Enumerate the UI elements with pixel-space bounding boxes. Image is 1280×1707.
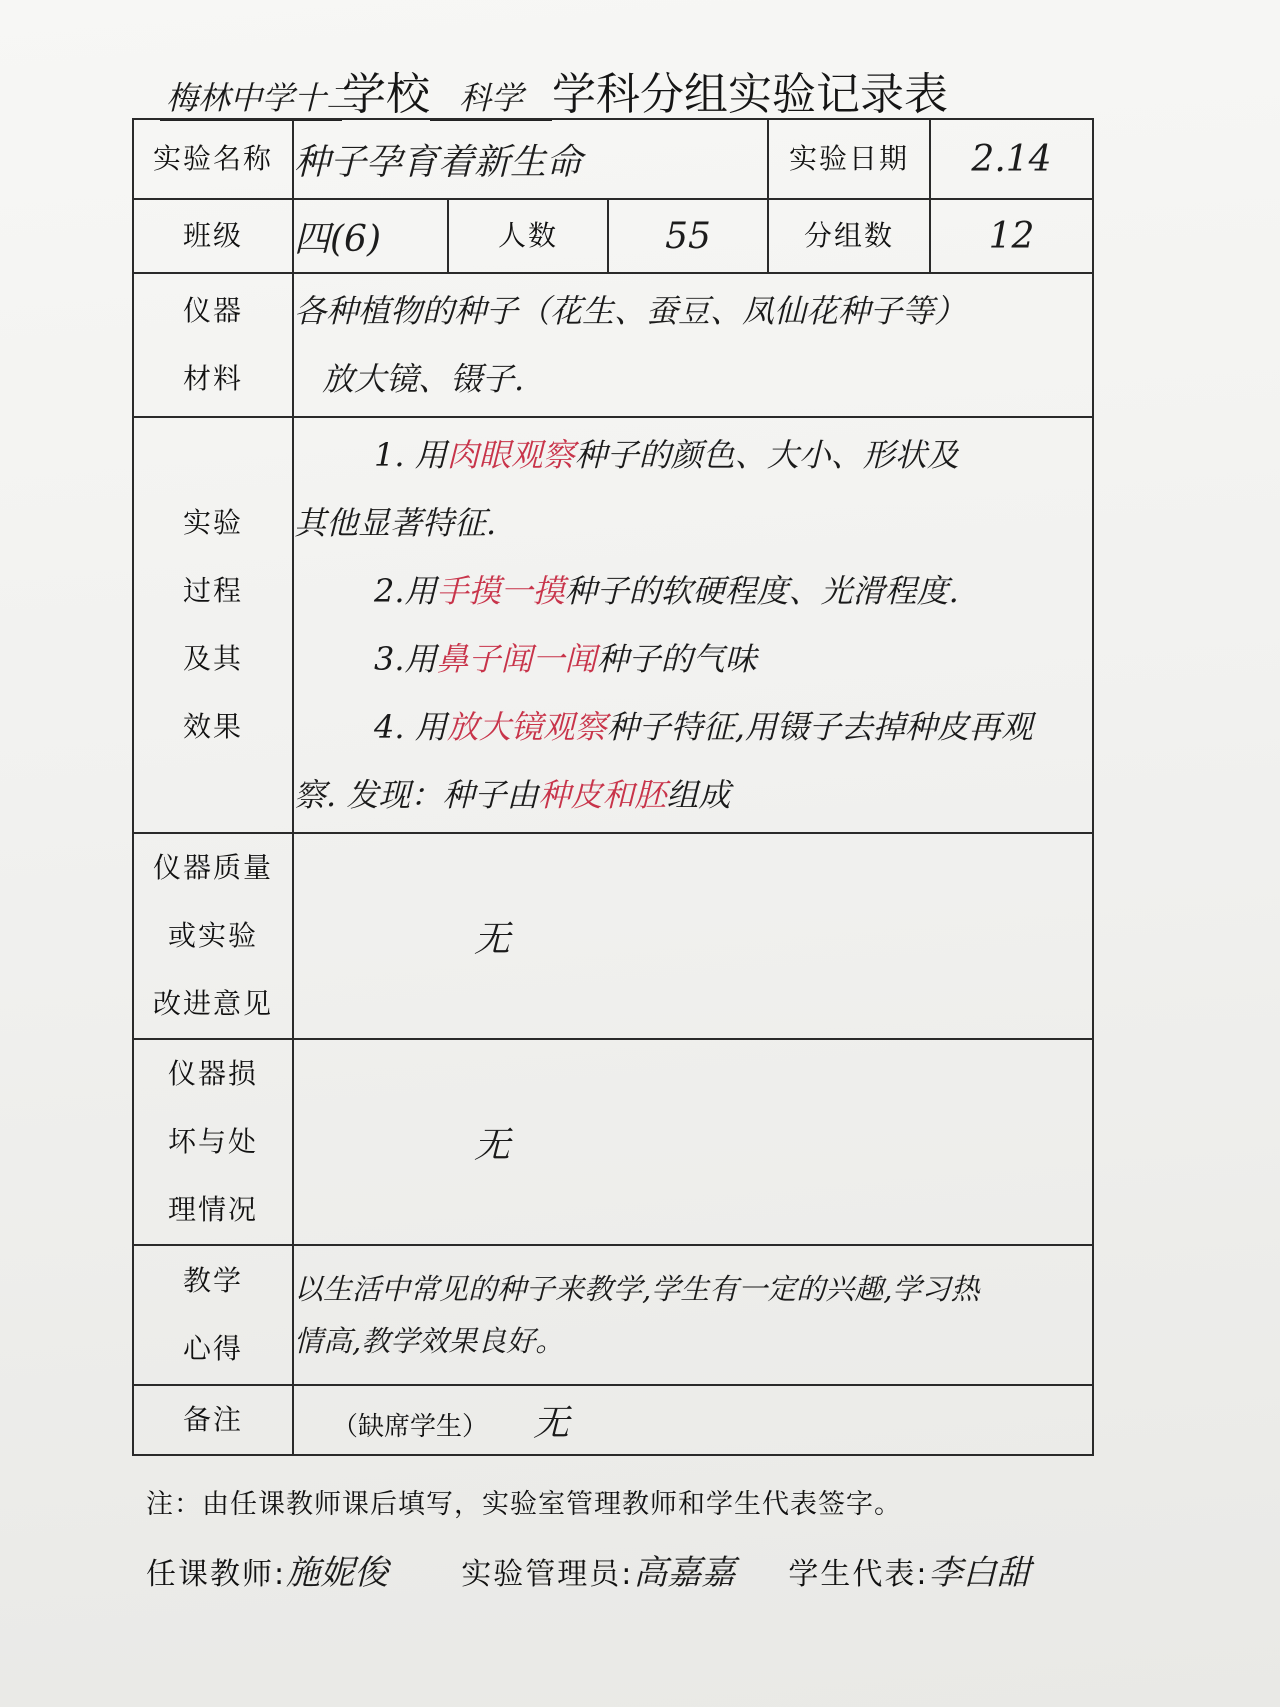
class-label: 班级: [133, 199, 293, 273]
reflection-value: [293, 1245, 1093, 1385]
step-4-cont-highlight: 种皮和胚: [538, 776, 667, 814]
materials-label-line2: 材料: [182, 362, 243, 395]
step-2-pre: 2.用: [374, 572, 437, 610]
count-value: 55: [608, 199, 768, 273]
process-label-line1: 实验: [182, 506, 243, 539]
reflection-label-line1: 教学: [182, 1264, 243, 1297]
step-4-highlight: 放大镜观察: [446, 708, 607, 746]
exp-name-value: 种子孕育着新生命: [293, 119, 768, 199]
step-4-continued: [294, 761, 1092, 829]
row-class: [133, 199, 1093, 273]
class-value: 四(6): [293, 199, 448, 273]
quality-label-line1: 仪器质量: [152, 851, 273, 884]
quality-label: [133, 833, 293, 1039]
reflection-line2: 情高,教学效果良好。: [294, 1324, 565, 1358]
row-quality: [133, 833, 1093, 1039]
step-4: [294, 693, 1092, 761]
materials-label: [133, 273, 293, 417]
step-1-highlight: 肉眼观察: [446, 436, 575, 474]
step-4-cont-pre: 察. 发现：种子由: [294, 776, 539, 814]
process-label: [133, 417, 293, 833]
remarks-value-cell: [293, 1385, 1093, 1455]
step-2-post: 种子的软硬程度、光滑程度.: [564, 572, 959, 610]
damage-label-line3: 理情况: [167, 1193, 258, 1226]
damage-label: [133, 1039, 293, 1245]
damage-label-line1: 仪器损: [167, 1057, 258, 1090]
student-label: 学生代表:: [788, 1557, 929, 1592]
materials-line1: 各种植物的种子（花生、蚕豆、凤仙花种子等）: [294, 292, 967, 330]
exp-name-label: 实验名称: [133, 119, 293, 199]
quality-value-cell: [293, 833, 1093, 1039]
damage-value-cell: [293, 1039, 1093, 1245]
subject-handwritten: 科学: [430, 73, 552, 121]
quality-value: 无: [474, 918, 511, 960]
admin-signature: 高嘉嘉: [633, 1553, 736, 1593]
admin-label: 实验管理员:: [461, 1557, 634, 1592]
step-3-pre: 3.用: [374, 640, 437, 678]
step-1-pre: 1. 用: [374, 436, 447, 474]
exp-date-label: 实验日期: [768, 119, 930, 199]
groups-label: 分组数: [768, 199, 930, 273]
reflection-label-line2: 心得: [182, 1332, 243, 1365]
step-4-pre: 4. 用: [374, 708, 447, 746]
step-2-highlight: 手摸一摸: [436, 572, 565, 610]
signature-row: [146, 1545, 1126, 1594]
damage-value: 无: [474, 1124, 511, 1166]
step-1-continued: 其他显著特征.: [294, 504, 497, 542]
row-damage: [133, 1039, 1093, 1245]
teacher-signature: 施妮俊: [286, 1553, 389, 1593]
school-suffix: 学校: [342, 69, 430, 120]
title-suffix: 学科分组实验记录表: [552, 69, 948, 120]
materials-label-line1: 仪器: [182, 294, 243, 327]
row-process: [133, 417, 1093, 833]
process-label-line3: 及其: [182, 642, 243, 675]
groups-value: 12: [930, 199, 1093, 273]
experiment-table: [132, 118, 1094, 1456]
materials-value: [293, 273, 1093, 417]
row-experiment-name: [133, 119, 1093, 199]
footer-note: 注：由任课教师课后填写，实验室管理教师和学生代表签字。: [146, 1489, 902, 1520]
process-value: [293, 417, 1093, 833]
school-name-handwritten: 梅林中学十二: [160, 73, 342, 121]
step-1: [294, 421, 1092, 489]
teacher-label: 任课教师:: [146, 1557, 287, 1592]
absent-label: （缺席学生）: [332, 1411, 489, 1442]
reflection-line1: 以生活中常见的种子来教学,学生有一定的兴趣,学习热: [294, 1272, 980, 1306]
reflection-label: [133, 1245, 293, 1385]
quality-label-line3: 改进意见: [152, 987, 273, 1020]
page-title: [160, 58, 1060, 118]
damage-label-line2: 坏与处: [167, 1125, 258, 1158]
process-label-line4: 效果: [182, 710, 243, 743]
materials-line2: 放大镜、镊子.: [322, 360, 525, 398]
step-3-highlight: 鼻子闻一闻: [436, 640, 597, 678]
process-label-line2: 过程: [182, 574, 243, 607]
remarks-label: 备注: [133, 1385, 293, 1455]
step-2: [294, 557, 1092, 625]
step-4-post: 种子特征,用镊子去掉种皮再观: [606, 708, 1033, 746]
exp-date-value: 2.14: [930, 119, 1093, 199]
step-3: [294, 625, 1092, 693]
quality-label-line2: 或实验: [167, 919, 258, 952]
step-1-post: 种子的颜色、大小、形状及: [574, 436, 959, 474]
step-3-post: 种子的气味: [596, 640, 757, 678]
row-remarks: [133, 1385, 1093, 1455]
student-signature: 李白甜: [928, 1553, 1031, 1593]
step-4-cont-post: 组成: [666, 776, 731, 814]
count-label: 人数: [448, 199, 608, 273]
row-reflection: [133, 1245, 1093, 1385]
absent-value: 无: [533, 1402, 570, 1444]
row-materials: [133, 273, 1093, 417]
